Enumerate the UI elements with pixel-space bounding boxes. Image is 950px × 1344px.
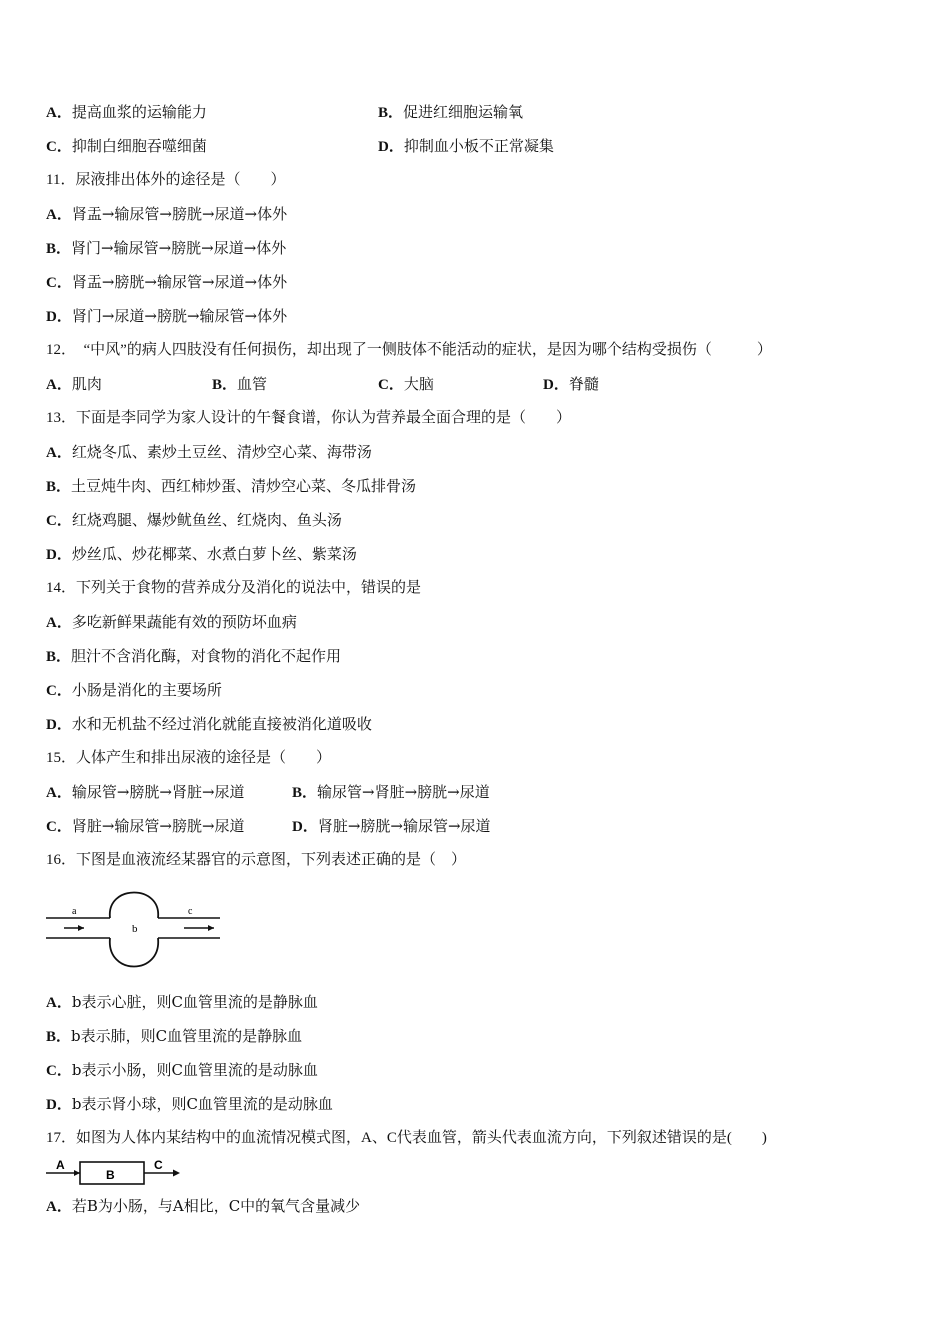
q12-option-c: C．大脑 <box>378 375 434 393</box>
q16-label-c: c <box>188 906 193 917</box>
q17-label-a: A <box>56 1158 65 1172</box>
q15-option-b: B．输尿管→肾脏→膀胱→尿道 <box>292 783 490 801</box>
q15-option-a: A．输尿管→膀胱→肾脏→尿道 <box>46 783 245 801</box>
q13-option-c: C．红烧鸡腿、爆炒鱿鱼丝、红烧肉、鱼头汤 <box>46 511 342 529</box>
q15-stem: 15．人体产生和排出尿液的途径是（ ） <box>46 750 332 766</box>
q11-stem: 11．尿液排出体外的途径是（ ） <box>46 172 286 188</box>
q14-option-d: D．水和无机盐不经过消化就能直接被消化道吸收 <box>46 715 372 733</box>
q11-option-c: C．肾盂→膀胱→输尿管→尿道→体外 <box>46 273 288 291</box>
q15-option-d: D．肾脏→膀胱→输尿管→尿道 <box>292 817 491 835</box>
q10-option-b: B．促进红细胞运输氧 <box>378 103 524 121</box>
q13-option-d: D．炒丝瓜、炒花椰菜、水煮白萝卜丝、紫菜汤 <box>46 545 357 563</box>
q14-option-c: C．小肠是消化的主要场所 <box>46 681 222 699</box>
q10-option-d: D．抑制血小板不正常凝集 <box>378 137 554 155</box>
q17-label-c: C <box>154 1158 163 1172</box>
q16-option-c: C．b表示小肠，则C血管里流的是动脉血 <box>46 1061 318 1079</box>
q11-option-d: D．肾门→尿道→膀胱→输尿管→体外 <box>46 307 288 325</box>
q16-option-d: D．b表示肾小球，则C血管里流的是动脉血 <box>46 1095 333 1113</box>
q11-option-a: A．肾盂→输尿管→膀胱→尿道→体外 <box>46 205 288 223</box>
q17-option-a: A．若B为小肠，与A相比，C中的氧气含量减少 <box>46 1197 361 1215</box>
q16-option-b: B．b表示肺，则C血管里流的是静脉血 <box>46 1027 303 1045</box>
q16-label-a: a <box>72 906 77 917</box>
q13-option-a: A．红烧冬瓜、素炒土豆丝、清炒空心菜、海带汤 <box>46 443 372 461</box>
q15-option-c: C．肾脏→输尿管→膀胱→尿道 <box>46 817 245 835</box>
q14-option-a: A．多吃新鲜果蔬能有效的预防坏血病 <box>46 613 297 631</box>
q12-option-b: B．血管 <box>212 375 268 393</box>
q16-option-a: A．b表示心脏，则C血管里流的是静脉血 <box>46 993 318 1011</box>
q13-option-b: B．土豆炖牛肉、西红柿炒蛋、清炒空心菜、冬瓜排骨汤 <box>46 477 417 495</box>
q10-option-c: C．抑制白细胞吞噬细菌 <box>46 137 207 155</box>
q10-option-a: A．提高血浆的运输能力 <box>46 103 207 121</box>
q14-stem: 14．下列关于食物的营养成分及消化的说法中，错误的是 <box>46 580 422 596</box>
q12-option-a: A．肌肉 <box>46 375 102 393</box>
q12-option-d: D．脊髓 <box>543 375 599 393</box>
q16-organ-diagram <box>44 880 224 978</box>
q17-label-b: B <box>106 1168 115 1182</box>
q11-option-b: B．肾门→输尿管→膀胱→尿道→体外 <box>46 239 287 257</box>
q13-stem: 13．下面是李同学为家人设计的午餐食谱，你认为营养最全面合理的是（ ） <box>46 410 572 426</box>
q17-blood-flow-diagram <box>44 1156 184 1186</box>
q12-stem: 12． “中风”的病人四肢没有任何损伤，却出现了一侧肢体不能活动的症状，是因为哪个结构受损伤（ ） <box>46 342 772 358</box>
q14-option-b: B．胆汁不含消化酶，对食物的消化不起作用 <box>46 647 342 665</box>
q16-label-b: b <box>132 923 138 935</box>
q17-stem: 17．如图为人体内某结构中的血流情况模式图，A、C代表血管，箭头代表血流方向，下列叙述错误的是( ) <box>46 1130 767 1146</box>
q16-stem: 16．下图是血液流经某器官的示意图，下列表述正确的是（ ） <box>46 852 467 868</box>
